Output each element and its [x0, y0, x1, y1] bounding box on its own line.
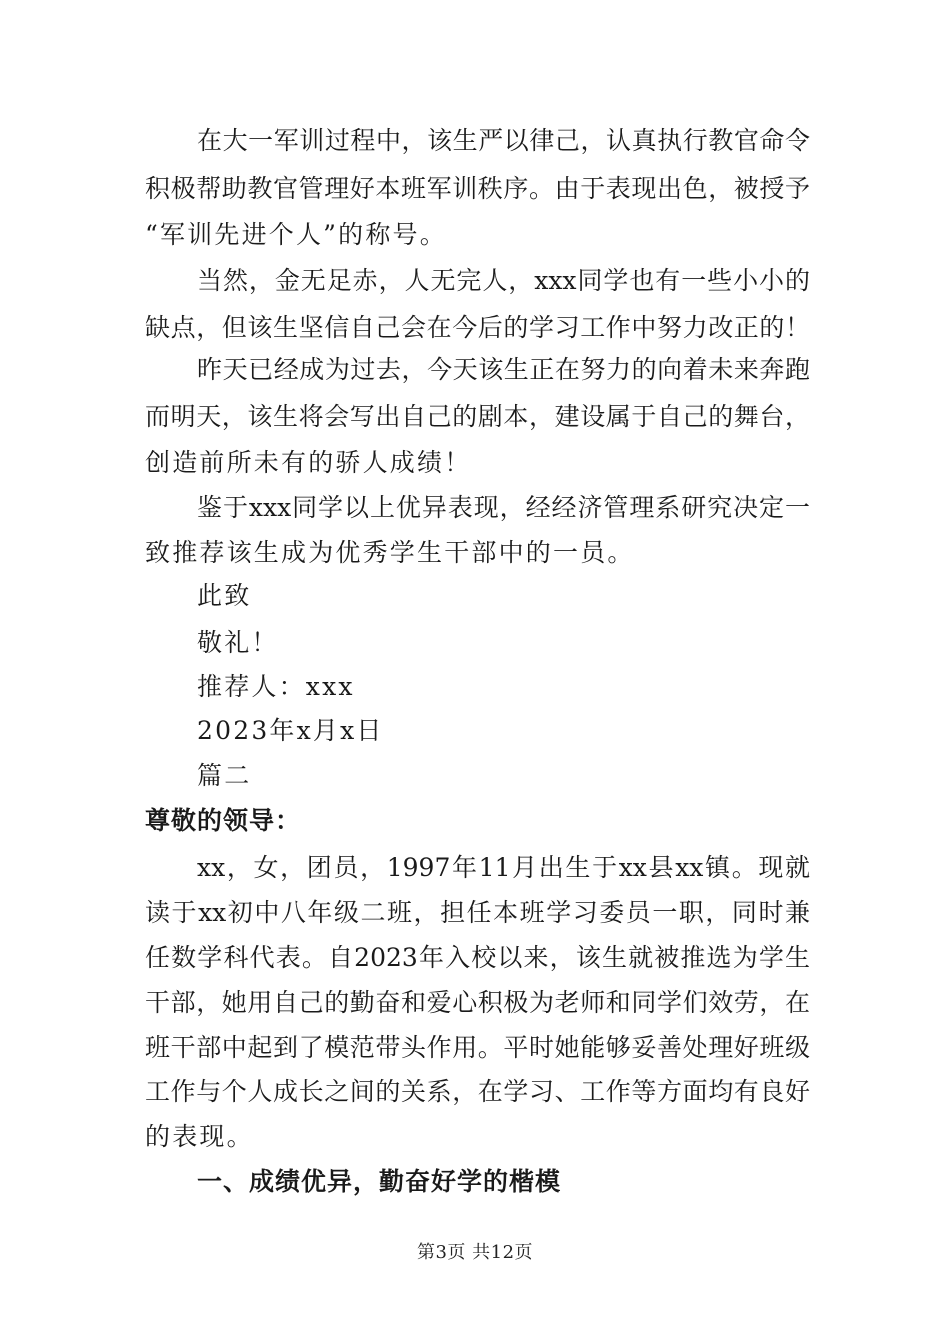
paragraph-line: 读于xx初中八年级二班，担任本班学习委员一职，同时兼 — [145, 898, 810, 927]
salutation: 尊敬的领导： — [145, 806, 302, 835]
section-label: 篇二 — [197, 761, 252, 790]
closing-line: 敬礼！ — [197, 628, 279, 657]
page-footer: 第3页 共12页 — [416, 1242, 534, 1263]
closing-line: 此致 — [197, 581, 252, 610]
paragraph-line: 当然，金无足赤，人无完人，xxx同学也有一些小小的 — [197, 266, 810, 295]
paragraph-line: “军训先进个人”的称号。 — [145, 220, 447, 249]
paragraph-line: 创造前所未有的骄人成绩！ — [145, 448, 472, 477]
section-heading: 一、成绩优异，勤奋好学的楷模 — [197, 1167, 562, 1196]
paragraph-line: 班干部中起到了模范带头作用。平时她能够妥善处理好班级 — [145, 1033, 810, 1062]
paragraph-line: 昨天已经成为过去，今天该生正在努力的向着未来奔跑 — [197, 355, 810, 384]
paragraph-line: 工作与个人成长之间的关系，在学习、工作等方面均有良好 — [145, 1077, 810, 1106]
paragraph-line: 而明天，该生将会写出自己的剧本，建设属于自己的舞台， — [145, 402, 810, 431]
paragraph-line: 鉴于xxx同学以上优异表现，经经济管理系研究决定一 — [197, 493, 810, 522]
paragraph-line: 在大一军训过程中，该生严以律己，认真执行教官命令 — [197, 126, 810, 155]
paragraph-line: 的表现。 — [145, 1122, 254, 1151]
paragraph-line: 缺点，但该生坚信自己会在今后的学习工作中努力改正的！ — [145, 313, 810, 342]
paragraph-line: 积极帮助教官管理好本班军训秩序。由于表现出色，被授予 — [145, 174, 810, 203]
paragraph-line: xx，女，团员，1997年11月出生于xx县xx镇。现就 — [197, 853, 810, 882]
recommender-line: 推荐人：xxx — [197, 672, 355, 701]
paragraph-line: 致推荐该生成为优秀学生干部中的一员。 — [145, 538, 635, 567]
date-line: 2023年x月x日 — [197, 716, 384, 745]
paragraph-line: 干部，她用自己的勤奋和爱心积极为老师和同学们效劳，在 — [145, 988, 810, 1017]
paragraph-line: 任数学科代表。自2023年入校以来，该生就被推选为学生 — [145, 943, 810, 972]
